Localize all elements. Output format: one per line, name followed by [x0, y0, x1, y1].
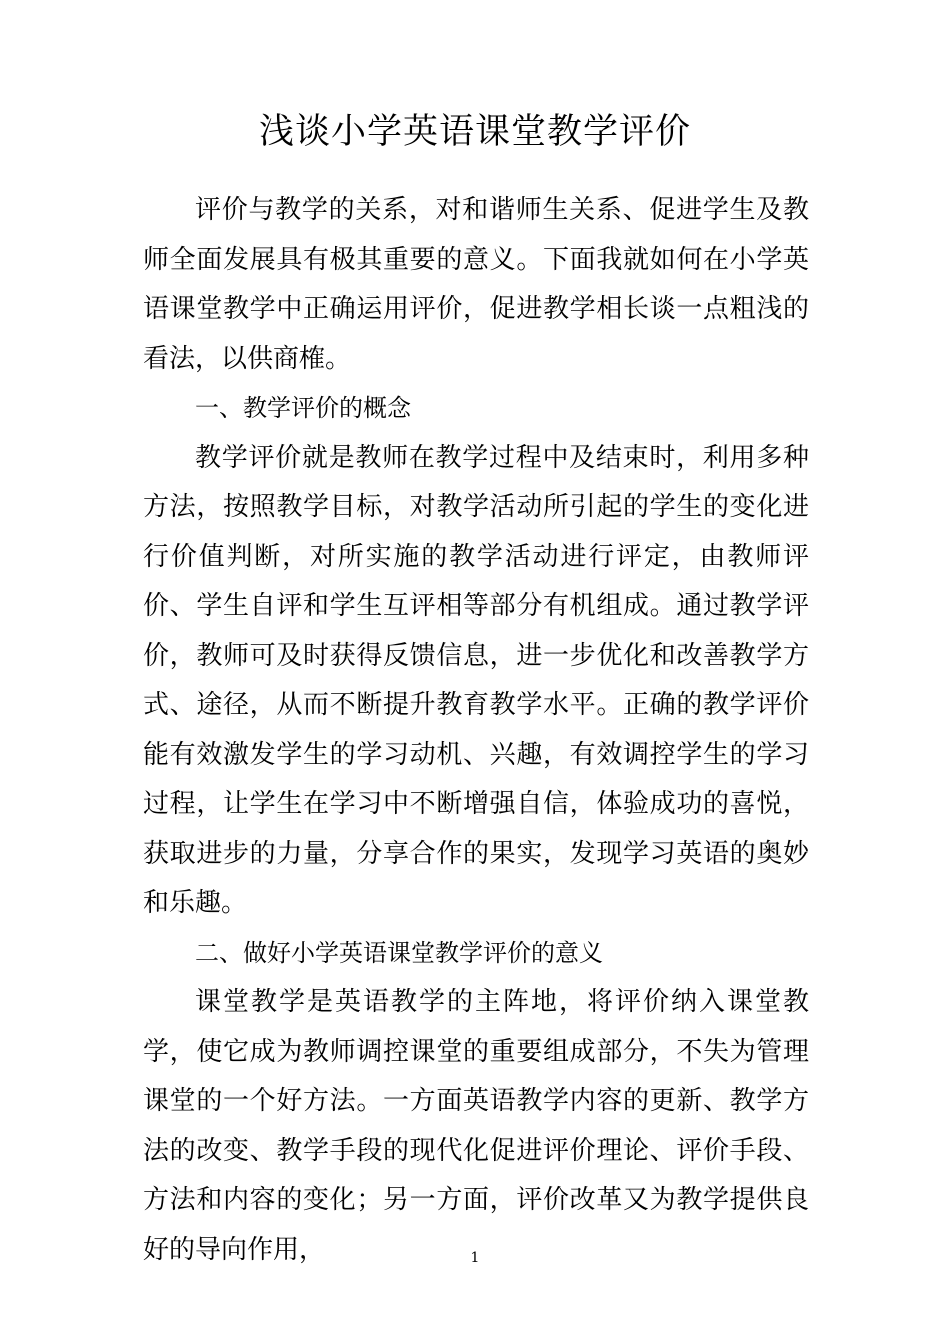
section-heading-2: 二、做好小学英语课堂教学评价的意义 [195, 938, 603, 967]
section-heading-1: 一、教学评价的概念 [195, 394, 411, 422]
document-title: 浅谈小学英语课堂教学评价 [258, 112, 691, 152]
paragraph-intro: 评价与教学的关系，对和谐师生关系、促进学生及教师全面发展具有极其重要的意义。下面我就如何在小学英语课堂教学中正确运用评价，促进教学相长谈一点粗浅的看法，以供商榷。 [143, 195, 809, 374]
paragraph-concept: 教学评价就是教师在教学过程中及结束时，利用多种方法，按照教学目标，对教学活动所引起的学生的变化进行价值判断，对所实施的教学活动进行评定，由教师评价、学生自评和学生互评相等部分有机组成。通过教学评价，教师可及时获得反馈信息，进一步优化和改善教学方式、途径，从而不断提升教育教学水平。正确的教学评价能有效激发学生的学习动机、兴趣，有效调控学生的学习过程，让学生在学习中不断增强自信，体验成功的喜悦，获取进步的力量，分享合作的果实，发现学习英语的奥妙和乐趣。 [143, 442, 809, 918]
page-number: 1 [470, 1250, 480, 1266]
paragraph-significance: 课堂教学是英语教学的主阵地，将评价纳入课堂教学，使它成为教师调控课堂的重要组成部分，不失为管理课堂的一个好方法。一方面英语教学内容的更新、教学方法的改变、教学手段的现代化促进评价理论、评价手段、方法和内容的变化；另一方面，评价改革又为教学提供良好的导向作用， [143, 987, 809, 1265]
document-body [143, 186, 809, 1275]
